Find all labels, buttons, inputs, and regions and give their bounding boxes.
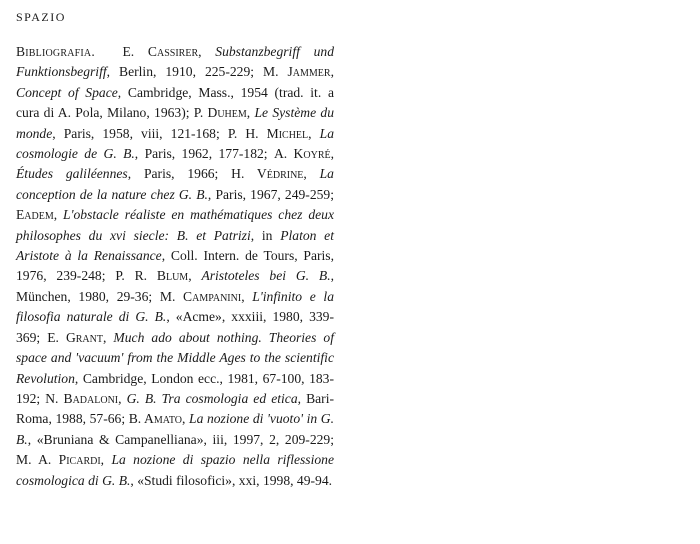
bib-entry: P. R. Blum, Aristoteles bei G. B., München, 1980, 29-36; xyxy=(16,268,334,304)
bib-author: M. Campanini xyxy=(159,288,242,304)
bib-author: Eadem xyxy=(16,207,54,223)
bib-title: Aristoteles bei G. B. xyxy=(201,268,331,284)
bib-details: , München, 1980, 29-36; xyxy=(16,268,334,304)
bib-title: Études galiléennes xyxy=(16,166,128,182)
bib-details: , Cambridge, London ecc., 1981, 67-100, 183-192; xyxy=(16,370,334,406)
bib-details: , Berlin, 1910, 225-229; xyxy=(106,64,264,80)
bib-author: A. Koyré xyxy=(273,146,331,162)
bib-title: La nozione di spazio nella riflessione cosmologica di G. B. xyxy=(16,452,335,488)
bib-entry: P. Duhem, Le Système du monde, Paris, 1958, viii, 121-168; xyxy=(16,105,334,141)
bib-details: , «Acme», xxxiii, 1980, 339-369; xyxy=(16,309,334,345)
bib-entry: E. Grant, Much ado about nothing. Theories of space and 'vacuum' from the Middle Ages to the scientific Revolution, Cambridge, London ecc., 1981, 67-100, 183-192; xyxy=(16,329,334,406)
bib-author: B. Amato xyxy=(128,411,183,427)
bib-entry: A. Koyré, Études galiléennes, Paris, 1966; xyxy=(16,146,335,182)
bib-entry: B. Amato, La nozione di 'vuoto' in G. B., «Bruniana & Campanelliana», iii, 1997, 2, 209-229; xyxy=(16,411,334,447)
bib-details: , Coll. Intern. de Tours, Paris, 1976, 239-248; xyxy=(16,248,334,284)
bib-author: E. Grant xyxy=(47,329,103,345)
bib-title: Concept of Space xyxy=(16,84,118,100)
bib-entry: N. Badaloni, G. B. Tra cosmologia ed etica, Bari-Roma, 1988, 57-66; xyxy=(16,390,335,427)
running-head: SPAZIO xyxy=(16,10,66,24)
bib-details: , Paris, 1967, 249-259; xyxy=(207,186,334,202)
bib-title: La conception de la nature chez G. B. xyxy=(16,166,334,202)
bib-author: P. R. Blum xyxy=(115,268,189,284)
bib-details: , «Bruniana & Campanelliana», iii, 1997, 2, 209-229; xyxy=(27,431,334,447)
bib-title: Much ado about nothing. Theories of space and 'vacuum' from the Middle Ages to the scientific Revolution xyxy=(16,329,334,386)
bib-title: La nozione di 'vuoto' in G. B. xyxy=(16,411,334,447)
bib-details: , Paris, 1966; xyxy=(127,166,232,182)
bib-author: M. A. Picardi xyxy=(16,452,101,468)
bib-title: La cosmologie de G. B. xyxy=(16,125,334,162)
bib-details: , in xyxy=(250,227,281,243)
bib-title: Substanzbegriff und Funktionsbegriff xyxy=(16,44,335,80)
bibliography-paragraph xyxy=(16,42,334,491)
bib-entry: M. A. Picardi, La nozione di spazio nella riflessione cosmologica di G. B., «Studi filosofici», xxi, 1998, 49-94. xyxy=(16,452,335,488)
bib-author: P. Duhem xyxy=(193,105,247,121)
bib-entry: P. H. Michel, La cosmologie de G. B., Paris, 1962, 177-182; xyxy=(16,125,334,162)
bib-details: , Paris, 1962, 177-182; xyxy=(134,146,274,162)
bib-author: H. Védrine xyxy=(231,166,304,182)
bib-entry: H. Védrine, La conception de la nature chez G. B., Paris, 1967, 249-259; xyxy=(16,166,334,202)
bib-author: M. Jammer xyxy=(263,64,331,80)
bib-title: Platon et Aristote à la Renaissance xyxy=(16,227,334,264)
bib-details: , «Studi filosofici», xxi, 1998, 49-94. xyxy=(130,472,333,488)
bib-author: E. Cassirer xyxy=(122,44,199,59)
bib-author: P. H. Michel xyxy=(227,125,309,141)
bib-details: , Bari-Roma, 1988, 57-66; xyxy=(16,390,335,427)
bib-entry: Eadem, L'obstacle réaliste en mathématiques chez deux philosophes du xvi siecle: B. et Patrizi, in xyxy=(16,207,334,243)
bib-author: N. Badaloni xyxy=(45,390,119,406)
bib-title: Le Système du monde xyxy=(16,105,334,141)
bib-details: , Cambridge, Mass., 1954 (trad. it. a cura di A. Pola, Milano, 1963); xyxy=(16,84,334,121)
bib-title: G. B. Tra cosmologia ed etica xyxy=(126,390,298,406)
bib-details: , Paris, 1958, viii, 121-168; xyxy=(52,125,228,141)
bibliography-label: Bibliografia. xyxy=(16,44,95,59)
bib-title: L'obstacle réaliste en mathématiques chez deux philosophes du xvi siecle: B. et Patrizi xyxy=(16,207,334,243)
bib-title: L'infinito e la filosofia naturale di G. B. xyxy=(16,288,335,325)
bib-entry: M. Jammer, Concept of Space, Cambridge, Mass., 1954 (trad. it. a cura di A. Pola, Milano, 1963); xyxy=(16,64,334,121)
bib-entry: M. Campanini, L'infinito e la filosofia naturale di G. B., «Acme», xxxiii, 1980, 339-369; xyxy=(16,288,335,345)
bib-entry: E. Cassirer, Substanzbegriff und Funktionsbegriff, Berlin, 1910, 225-229; xyxy=(16,44,335,80)
